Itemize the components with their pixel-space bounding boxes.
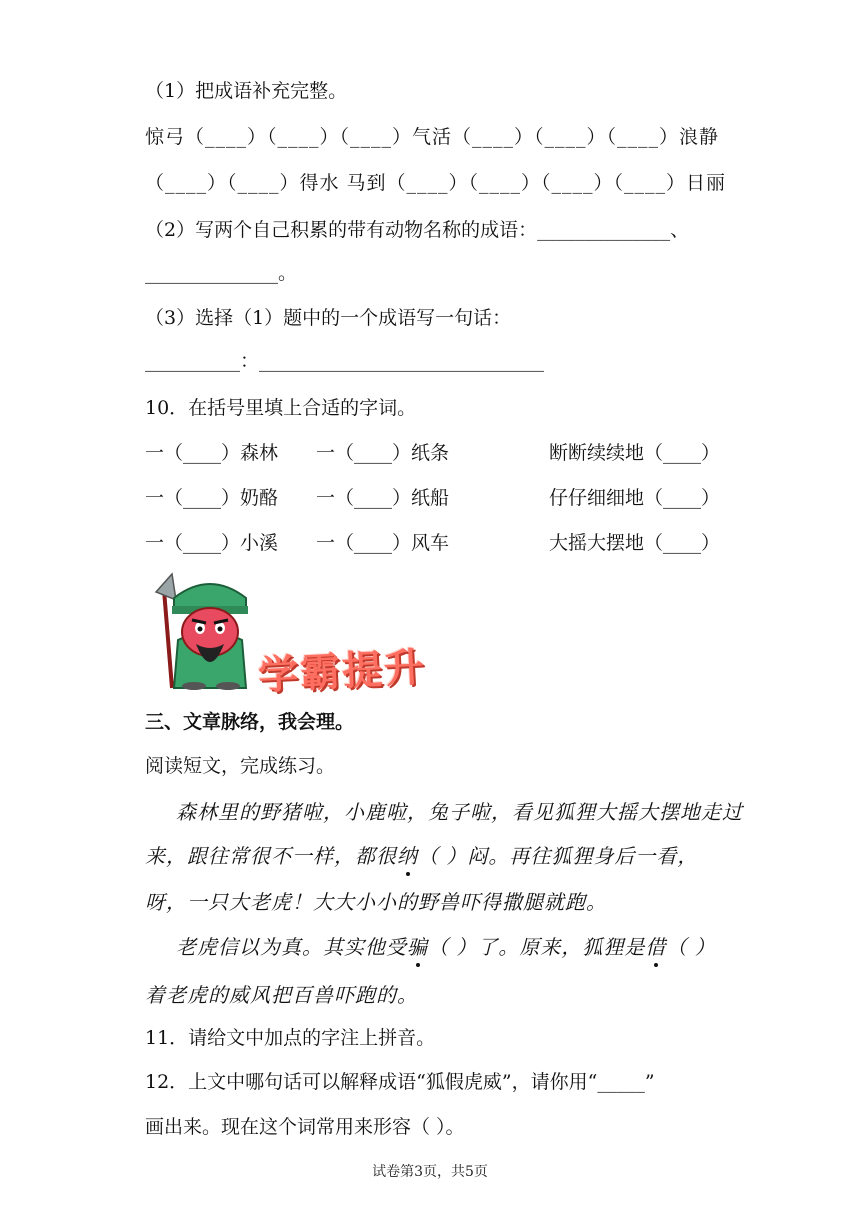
q10-row-1-col-2: 一（____）纸条 xyxy=(316,442,450,464)
passage-p2-line2: 着老虎的威风把百兽吓跑的。 xyxy=(145,983,418,1007)
q9-part1: （1）把成语补充完整。 xyxy=(145,80,348,102)
q10-row-2-col-2: 一（____）纸船 xyxy=(316,487,450,509)
banner-title: 学霸提升 xyxy=(257,644,428,700)
q10-row-1-col-1: 一（____）森林 xyxy=(145,442,279,464)
q12-line2: 画出来。现在这个词常用来形容（ ）。 xyxy=(145,1116,465,1138)
q10-row-3-col-1: 一（____）小溪 xyxy=(145,532,279,554)
q10-row-3-col-2: 一（____）风车 xyxy=(316,532,450,554)
section-3-heading: 三、文章脉络，我会理。 xyxy=(145,711,355,733)
dotted-character: 骗 xyxy=(407,931,428,960)
dotted-character: 借 xyxy=(645,931,666,960)
dotted-character: 纳 xyxy=(397,840,418,869)
passage-p1-line1: 森林里的野猪啦，小鹿啦，兔子啦，看见狐狸大摇大摆地走过 xyxy=(176,800,743,824)
q10-title: 10．在括号里填上合适的字词。 xyxy=(145,397,417,419)
q10-row-3-col-3: 大摇大摆地（____） xyxy=(549,532,721,554)
passage-p2-line1 xyxy=(176,931,716,960)
q10-row-2-col-3: 仔仔细细地（____） xyxy=(549,487,721,509)
passage-text: （ ）了。原来，狐狸是 xyxy=(428,935,646,959)
reading-instruction: 阅读短文，完成练习。 xyxy=(145,755,336,777)
q10-row-2-col-1: 一（____）奶酪 xyxy=(145,487,279,509)
page-footer: 试卷第3页，共5页 xyxy=(372,1164,488,1180)
passage-text: （ ）闷。再往狐狸身后一看， xyxy=(418,844,699,868)
idiom-row-1: 惊弓（____）（____）（____）气活（____）（____）（____）浪静 xyxy=(145,126,720,148)
passage-text: 来，跟往常很不一样，都很 xyxy=(145,844,397,868)
passage-p1-line3: 呀，一只大老虎！大大小小的野兽吓得撒腿就跑。 xyxy=(145,890,607,914)
q9-part2-line1: （2）写两个自己积累的带有动物名称的成语：______________、 xyxy=(145,219,690,241)
q10-row-1-col-3: 断断续续地（____） xyxy=(549,442,721,464)
q11: 11．请给文中加点的字注上拼音。 xyxy=(145,1027,436,1049)
q9-part3-answer-line: __________：______________________________ xyxy=(145,350,545,372)
passage-text: （ ） xyxy=(666,935,716,959)
passage-text: 老虎信以为真。其实他受 xyxy=(176,935,407,959)
idiom-row-2: （____）（____）得水 马到（____）（____）（____）（____）日丽 xyxy=(145,172,727,194)
q12-line1: 12．上文中哪句话可以解释成语“狐假虎威”，请你用“_____” xyxy=(145,1071,655,1093)
q9-part3: （3）选择（1）题中的一个成语写一句话： xyxy=(145,307,512,329)
q9-part2-line2: ______________。 xyxy=(145,262,298,284)
passage-p1-line2 xyxy=(145,840,698,869)
